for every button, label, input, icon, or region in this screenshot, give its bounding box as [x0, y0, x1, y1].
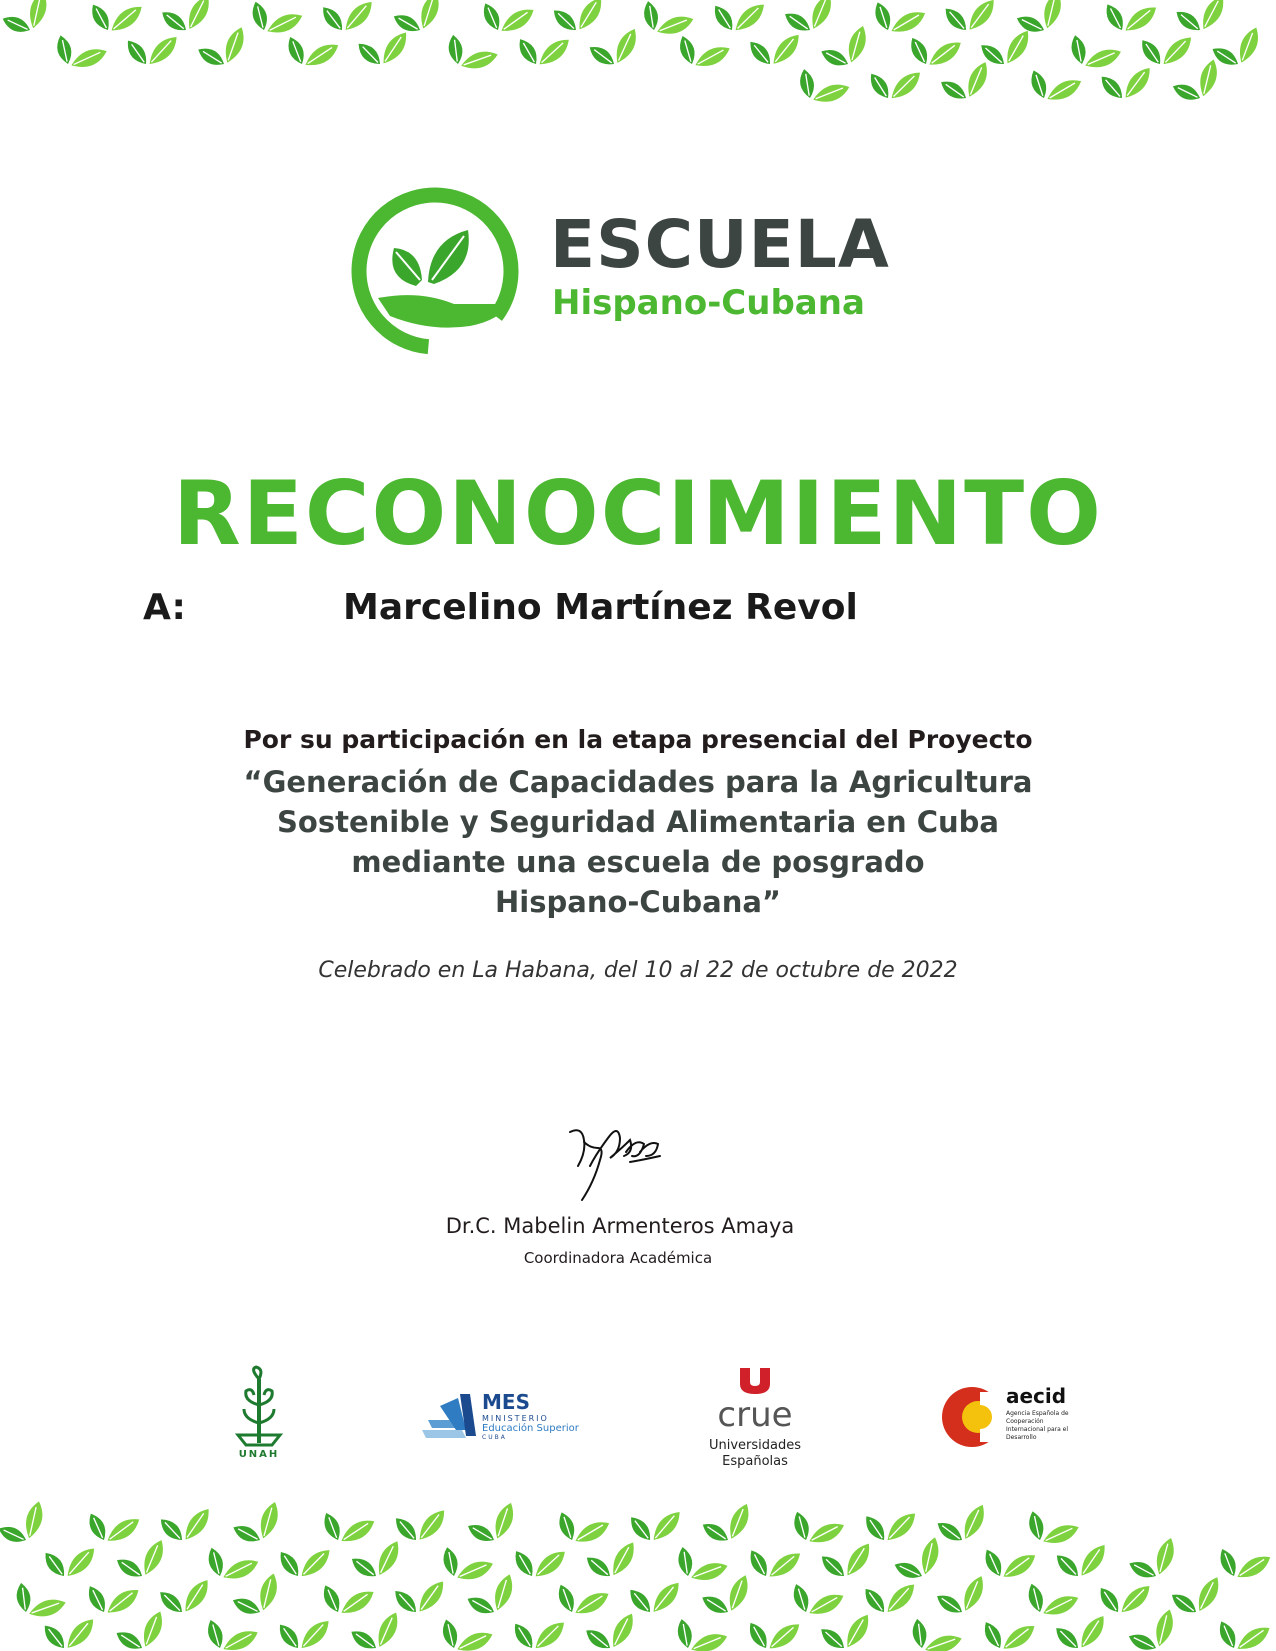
- leaf-icon: [1023, 1508, 1078, 1552]
- leaf-icon: [350, 1613, 405, 1651]
- leaf-icon: [675, 33, 730, 74]
- leaf-icon: [10, 1580, 66, 1627]
- leaf-icon: [116, 1540, 171, 1582]
- leaf-icon: [1171, 1577, 1226, 1617]
- leaf-icon: [280, 1548, 330, 1577]
- crue-line-universities: Universidades: [708, 1438, 802, 1453]
- leaf-icon: [906, 1616, 962, 1651]
- project-title-line: Hispano-Cubana”: [495, 885, 781, 919]
- leaf-icon: [748, 1547, 800, 1581]
- participation-intro: Por su participación en la etapa presencial del Proyecto: [243, 725, 1033, 754]
- leaf-icon: [794, 66, 850, 110]
- leaf-icon: [866, 1513, 915, 1541]
- signatory-role: Coordinadora Académica: [523, 1249, 713, 1267]
- leaf-icon: [323, 2, 373, 31]
- leaf-icon: [982, 1618, 1034, 1651]
- leaf-icon: [701, 1504, 756, 1547]
- leaf-icon: [395, 1581, 447, 1614]
- leaf-icon: [672, 1544, 728, 1590]
- leaf-icon: [203, 1544, 258, 1587]
- leaf-pattern-bottom: [0, 1500, 1276, 1651]
- leaf-icon: [90, 1, 142, 34]
- leaf-icon: [466, 1574, 522, 1620]
- leaf-icon: [466, 1503, 522, 1547]
- bottom-leaf-border: [0, 1500, 1276, 1651]
- leaf-icon: [1100, 1584, 1150, 1613]
- leaf-icon: [893, 1537, 949, 1585]
- event-dates: Celebrado en La Habana, del 10 al 22 de octubre de 2022: [318, 958, 958, 983]
- leaf-icon: [630, 1583, 681, 1613]
- leaf-icon: [638, 0, 694, 43]
- leaf-icon: [821, 1544, 874, 1580]
- leaf-icon: [554, 1581, 608, 1620]
- leaf-icon: [1056, 1545, 1108, 1579]
- aecid-c-icon: [940, 1382, 1002, 1452]
- signature-image: [560, 1108, 670, 1208]
- leaf-icon: [1104, 1, 1156, 35]
- school-logo: [350, 186, 910, 356]
- leaf-hand-icon: [350, 186, 520, 356]
- leaf-icon: [980, 31, 1034, 68]
- leaf-icon: [392, 0, 448, 38]
- recipient-name: Marcelino Martínez Revol: [343, 587, 858, 628]
- leaf-icon: [588, 29, 643, 70]
- project-title-line: mediante una escuela de posgrado: [351, 845, 925, 879]
- leaf-icon: [280, 1621, 329, 1648]
- leaf-icon: [160, 1509, 212, 1543]
- leaf-icon: [1171, 60, 1227, 107]
- logo-subtitle: Hispano-Cubana: [552, 283, 865, 323]
- crue-line-spanish: Españolas: [722, 1454, 788, 1469]
- leaf-icon: [358, 33, 410, 67]
- certificate-heading: RECONOCIMIENTO: [173, 462, 1103, 565]
- mes-stripes-icon: [420, 1390, 480, 1442]
- leaf-icon: [514, 1548, 565, 1579]
- leaf-icon: [982, 1546, 1035, 1582]
- leaf-icon: [1216, 1545, 1270, 1583]
- leaf-icon: [320, 1582, 373, 1619]
- leaf-icon: [45, 1548, 94, 1576]
- aecid-description: Agencia Española de Cooperación Internacional para el Desarrollo: [1006, 1410, 1069, 1441]
- leaf-icon: [1023, 1580, 1078, 1623]
- leaf-icon: [586, 1542, 640, 1580]
- leaf-icon: [396, 1510, 447, 1541]
- leaf-icon: [908, 34, 961, 69]
- leaf-icon: [672, 1616, 728, 1651]
- leaf-icon: [197, 27, 252, 71]
- leaf-icon: [945, 0, 996, 32]
- leaf-icon: [1101, 68, 1152, 100]
- recipient-label: A:: [143, 587, 186, 628]
- leaf-icon: [1127, 1610, 1183, 1651]
- leaf-icon: [936, 1576, 991, 1618]
- leaf-icon: [442, 32, 498, 79]
- top-leaf-border: [0, 0, 1276, 110]
- mes-line-country: CUBA: [482, 1434, 507, 1441]
- unah-tree-icon: [228, 1365, 290, 1449]
- leaf-icon: [865, 1584, 914, 1612]
- leaf-icon: [320, 1509, 374, 1547]
- leaf-icon: [870, 70, 920, 100]
- leaf-icon: [514, 1620, 564, 1650]
- leaf-icon: [1, 0, 57, 39]
- leaf-icon: [750, 35, 801, 65]
- leaf-icon: [1175, 0, 1229, 35]
- leaf-icon: [1055, 1616, 1108, 1651]
- project-title-line: Sostenible y Seguridad Alimentaria en Cuba: [277, 805, 999, 839]
- project-title-line: “Generación de Capacidades para la Agricultura: [243, 765, 1033, 799]
- leaf-icon: [1027, 67, 1082, 107]
- mes-label: MES: [482, 1390, 530, 1414]
- leaf-icon: [159, 1580, 212, 1615]
- leaf-icon: [820, 1615, 874, 1651]
- leaf-icon: [1216, 1618, 1269, 1651]
- leaf-icon: [351, 1541, 406, 1581]
- leaf-icon: [1065, 32, 1121, 76]
- leaf-icon: [86, 1582, 138, 1616]
- logo-title: ESCUELA: [550, 206, 890, 283]
- crue-emblem-icon: [700, 1366, 810, 1396]
- unah-label: UNAH: [238, 1449, 280, 1460]
- leaf-pattern-top: [0, 0, 1276, 110]
- leaf-icon: [161, 0, 215, 35]
- leaf-icon: [784, 0, 839, 36]
- leaf-icon: [51, 32, 106, 76]
- mes-line-education: Educación Superior: [482, 1423, 579, 1434]
- leaf-icon: [1142, 37, 1191, 65]
- leaf-icon: [115, 1612, 170, 1651]
- leaf-icon: [437, 1616, 492, 1651]
- leaf-icon: [553, 0, 606, 33]
- leaf-icon: [748, 1619, 799, 1651]
- leaf-icon: [940, 62, 995, 104]
- leaf-icon: [518, 36, 569, 67]
- signatory-name: Dr.C. Mabelin Armenteros Amaya: [445, 1214, 795, 1238]
- leaf-icon: [480, 0, 533, 36]
- crue-label: crue: [717, 1395, 793, 1435]
- leaf-icon: [0, 1501, 53, 1549]
- leaf-icon: [203, 1617, 258, 1651]
- leaf-icon: [284, 33, 338, 71]
- leaf-icon: [1211, 28, 1266, 71]
- leaf-icon: [555, 1509, 610, 1549]
- aecid-label: aecid: [1006, 1384, 1067, 1408]
- leaf-icon: [936, 1505, 991, 1546]
- crue-logo: [700, 1366, 810, 1472]
- leaf-icon: [701, 1575, 756, 1619]
- mes-line-ministerio: MINISTERIO: [482, 1414, 549, 1423]
- leaf-icon: [231, 1574, 287, 1621]
- leaf-icon: [871, 0, 926, 39]
- aecid-logo: [940, 1382, 1070, 1452]
- leaf-icon: [44, 1619, 94, 1649]
- leaf-icon: [585, 1614, 639, 1651]
- leaf-icon: [820, 26, 876, 72]
- mes-logo: [420, 1390, 580, 1442]
- leaf-icon: [714, 2, 764, 32]
- leaf-icon: [1128, 1538, 1184, 1584]
- leaf-icon: [789, 1581, 844, 1622]
- leaf-icon: [232, 1502, 288, 1548]
- unah-logo: [228, 1365, 290, 1469]
- leaf-icon: [247, 0, 302, 41]
- project-title: [138, 762, 1138, 922]
- leaf-icon: [128, 37, 177, 64]
- leaf-icon: [631, 1512, 681, 1541]
- leaf-icon: [437, 1544, 493, 1588]
- leaf-icon: [86, 1510, 139, 1546]
- leaf-icon: [789, 1508, 844, 1550]
